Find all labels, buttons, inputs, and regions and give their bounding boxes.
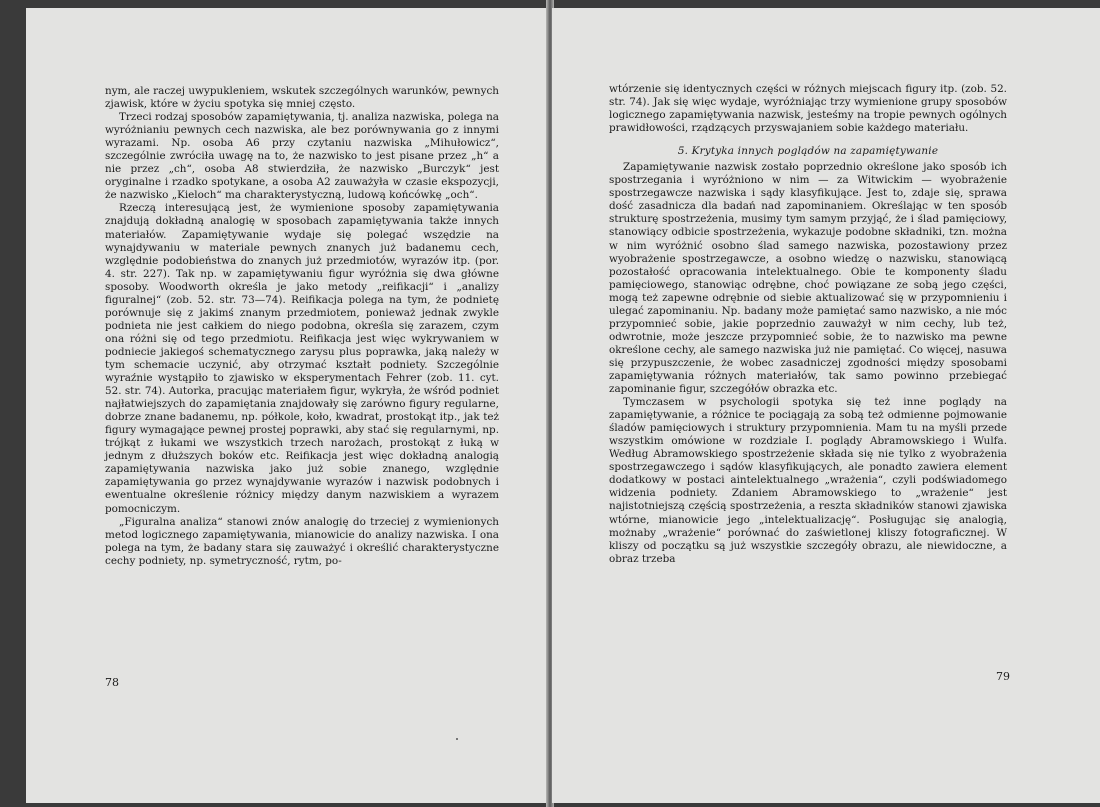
section-heading: 5. Krytyka innych poglądów na zapamiętywanie	[677, 145, 939, 158]
scan-speck	[456, 738, 458, 740]
paragraph: Rzeczą interesującą jest, że wymienione sposoby zapamiętywania znajdują dokładną analogię w sposobach zapamiętywania także innych materiałów. Zapamiętywanie wydaje się polegać wszędzie na wynajdywaniu w materiale pewnych znanych już badanemu cech, względnie podobieństwa do znanych już przedmiotów, wyrazów itp. (por. 4. str. 227). Tak np. w zapamiętywaniu figur wyróżnia się dwa główne sposoby. Woodworth określa je jako metody „reifikacji“ i „analizy figuralnej“ (zob. 52. str. 73—74). Reifikacja polega na tym, że podnietę porównuje się z jakimś znanym przedmiotem, ponieważ jednak zwykle podnieta nie jest całkiem do niego podobna, określa się zarazem, czym ona różni się od tego przedmiotu. Reifikacja jest więc wykrywaniem w podniecie jakiegoś schematycznego zarysu plus poprawka, jaką należy w tym schemacie uczynić, aby otrzymać kształt podniety. Szczególnie wyraźnie wystąpiło to zjawisko w eksperymentach Fehrer (zob. 11. cyt. 52. str. 74). Autorka, pracując materiałem figur, wykryła, że wśród podniet najłatwiejszych do zapamiętania znajdowały się zarówno figury regularne, dobrze znane badanemu, np. półkole, koło, kwadrat, prostokąt itp., jak też figury wymagające pewnej prostej poprawki, aby stać się regularnymi, np. trójkąt z łukami we wszystkich trzech narożach, prostokąt z łuką w jednym z dłuższych boków etc. Reifikacja jest więc dokładną analogią zapamiętywania nazwiska jako już sobie znanego, względnie zapamiętywania go przez wynajdywanie wyrazów i nazwisk podobnych i ewentualne określenie różnicy między danym nazwiskiem a wyrazem pomocniczym.	[105, 202, 499, 515]
paragraph: „Figuralna analiza“ stanowi znów analogię do trzeciej z wymienionych metod logicznego zapamiętywania, mianowicie do analizy nazwiska. I ona polega na tym, że badany stara się zauważyć i określić charakterystyczne cechy podniety, np. symetryczność, rytm, po-	[105, 515, 499, 567]
page-number: 78	[105, 676, 119, 689]
paragraph: Zapamiętywanie nazwisk zostało poprzednio określone jako sposób ich spostrzegania i wyróżniono w nim — za Witwickim — wyobrażenie spostrzegawcze nazwiska i sądy klasyfikujące. Jest to, zdaje się, sprawa dość zasadnicza dla badań nad zapominaniem. Określając w ten sposób strukturę spostrzeżenia, musimy tym samym przyjąć, że i ślad pamięciowy, stanowiący odbicie spostrzeżenia, wykazuje podobne składniki, tzn. można w nim wyróżnić osobno ślad samego nazwiska, pozostawiony przez wyobrażenie spostrzegawcze, a osobno wiedzę o nazwisku, stanowiącą pozostałość opracowania intelektualnego. Obie te komponenty śladu pamięciowego, stanowiąc odrębne, choć powiązane ze sobą jego części, mogą też zapewne odrębnie od siebie aktualizować się w przypomnieniu i ulegać zapominaniu. Np. badany może pamiętać samo nazwisko, a nie móc przypomnieć sobie, jakie poprzednio zauważył w nim cechy, lub też, odwrotnie, może jeszcze przypomnieć sobie, że to nazwisko ma pewne określone cechy, ale samego nazwiska już nie pamiętać. Co więcej, nasuwa się przypuszczenie, że wobec zasadniczej zgodności między sposobami zapamiętywania różnych materiałów, tak samo powinno przebiegać zapominanie figur, szczegółów obrazka etc.	[609, 161, 1007, 396]
paragraph: nym, ale raczej uwypukleniem, wskutek szczególnych warunków, pewnych zjawisk, które w życiu spotyka się mniej często.	[105, 85, 499, 111]
right-page	[552, 8, 1100, 803]
paragraph: Trzeci rodzaj sposobów zapamiętywania, tj. analiza nazwiska, polega na wyróżnianiu pewnych cech nazwiska, ale bez porównywania go z innymi wyrazami. Np. osoba A6 przy czytaniu nazwiska „Mihułowicz“, szczególnie zwróciła uwagę na to, że nazwisko to jest pisane przez „h“ a nie przez „ch“, osoba A8 stwierdziła, że nazwisko „Burczyk“ jest oryginalne i rzadko spotykane, a osoba A2 zauważyła w czasie ekspozycji, że nazwisko „Kieloch“ ma charakterystyczną, ludową końcówkę „och“.	[105, 111, 499, 202]
left-page	[26, 8, 548, 803]
page-number: 79	[996, 670, 1010, 683]
left-page-text-column	[105, 85, 499, 568]
paragraph: Tymczasem w psychologii spotyka się też inne poglądy na zapamiętywanie, a różnice te pociągają za sobą też odmienne pojmowanie śladów pamięciowych i struktury przypomnienia. Mam tu na myśli przede wszystkim omówione w rozdziale I. poglądy Abramowskiego i Wulfa. Według Abramowskiego spostrzeżenie składa się nie tylko z wyobrażenia spostrzegawczego i sądów klasyfikujących, ale ponadto zawiera element dodatkowy w postaci aintelektualnego „wrażenia“, czyli podświadomego widzenia podniety. Zdaniem Abramowskiego to „wrażenie“ jest najistotniejszą częścią spostrzeżenia, a reszta składników stanowi zjawiska wtórne, mianowicie jego „intelektualizację“. Posługując się analogią, możnaby „wrażenie“ porównać do zaświetlonej kliszy fotograficznej. W kliszy od początku są już wszystkie szczegóły obrazu, ale niewidoczne, a obraz trzeba	[609, 396, 1007, 565]
right-page-text-column	[609, 83, 1007, 566]
paragraph: wtórzenie się identycznych części w różnych miejscach figury itp. (zob. 52. str. 74). Jak się więc wydaje, wyróżniając trzy wymienione grupy sposobów logicznego zapamiętywania nazwisk, jesteśmy na tropie pewnych ogólnych prawidłowości, rządzących przyswajaniem sobie każdego materiału.	[609, 83, 1007, 135]
